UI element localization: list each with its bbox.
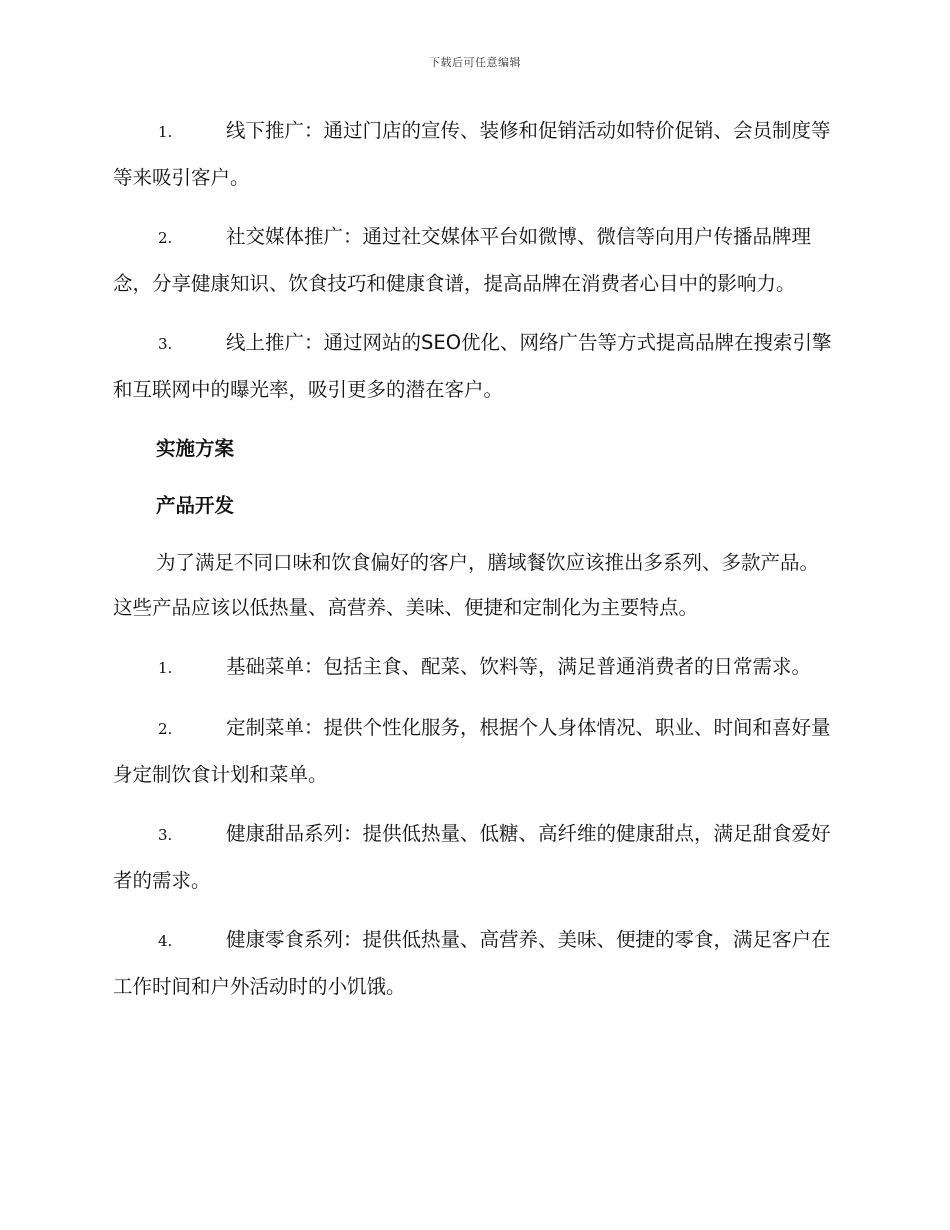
product-item-2: [113, 705, 835, 797]
list-number: 3.: [158, 826, 173, 844]
list-text: 健康零食系列：提供低热量、高营养、美味、便捷的零食，满足客户在工作时间和户外活动时的小饥饿。: [113, 928, 831, 998]
promotion-item-3: [113, 320, 835, 412]
promotion-item-2: [113, 214, 835, 306]
list-number: 4.: [158, 932, 173, 950]
list-text: 基础菜单：包括主食、配菜、饮料等，满足普通消费者的日常需求。: [226, 655, 812, 678]
list-text: 定制菜单：提供个性化服务，根据个人身体情况、职业、时间和喜好量身定制饮食计划和菜单。: [113, 716, 831, 786]
section-heading-implementation: 实施方案: [156, 437, 235, 460]
list-number: 1.: [158, 659, 173, 677]
list-number: 1.: [158, 123, 173, 141]
list-number: 2.: [158, 720, 173, 738]
document-body: [113, 108, 835, 1023]
list-number: 2.: [158, 229, 173, 247]
list-text: 线下推广：通过门店的宣传、装修和促销活动如特价促销、会员制度等等来吸引客户。: [113, 119, 831, 189]
product-item-3: [113, 811, 835, 903]
list-number: 3.: [158, 335, 173, 353]
product-item-1: [113, 644, 835, 691]
list-text: 社交媒体推广：通过社交媒体平台如微博、微信等向用户传播品牌理念，分享健康知识、饮食技巧和健康食谱，提高品牌在消费者心目中的影响力。: [113, 225, 812, 295]
list-text: 线上推广：通过网站的SEO优化、网络广告等方式提高品牌在搜索引擎和互联网中的曝光率，吸引更多的潜在客户。: [113, 331, 832, 401]
list-text: 健康甜品系列：提供低热量、低糖、高纤维的健康甜点，满足甜食爱好者的需求。: [113, 822, 831, 892]
page-header: 下载后可任意编辑: [429, 56, 521, 69]
intro-paragraph: 为了满足不同口味和饮食偏好的客户，膳域餐饮应该推出多系列、多款产品。这些产品应该以低热量、高营养、美味、便捷和定制化为主要特点。: [113, 551, 820, 619]
product-item-4: [113, 917, 835, 1009]
section-heading-product-development: 产品开发: [156, 494, 235, 517]
promotion-item-1: [113, 108, 835, 200]
